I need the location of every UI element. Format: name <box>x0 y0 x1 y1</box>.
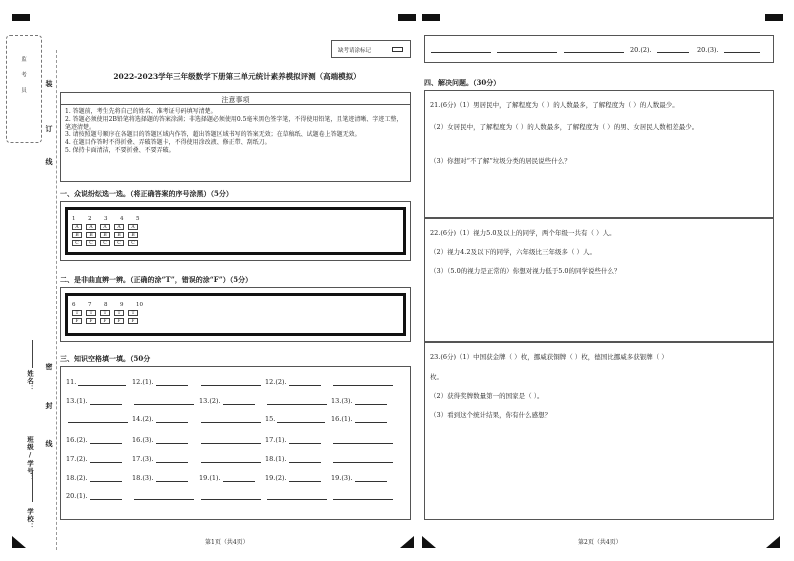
binding-char-ding: 订 <box>45 125 54 134</box>
answer-cell <box>199 455 261 463</box>
answer-blank[interactable] <box>289 437 321 444</box>
notice-box <box>60 92 411 182</box>
answer-blank[interactable] <box>497 45 557 53</box>
binding-char-feng: 封 <box>45 402 54 411</box>
answer-cell <box>199 378 261 386</box>
answer-blank[interactable] <box>355 416 387 423</box>
answer-cell <box>66 492 122 500</box>
question-number: 2 <box>88 216 92 222</box>
q22-line: （3）（5.0的视力是正常的）你想对视力低于5.0的同学说些什么？ <box>430 267 621 275</box>
question-number: 3 <box>104 216 108 222</box>
answer-blank[interactable] <box>78 379 126 386</box>
answer-label-20-3: 20.(3). <box>697 46 719 54</box>
answer-cell-label: 16.(3). <box>132 436 154 444</box>
answer-cell-label: 18.(3). <box>132 474 154 482</box>
q21-line: 21.(6分)（1）男居民中，了解程度为（ ）的人数最多，了解程度为（ ）的人数最少。 <box>430 101 679 109</box>
answer-blank[interactable] <box>267 493 327 500</box>
answer-cell <box>132 378 188 386</box>
option-bubble-b[interactable]: B <box>72 232 82 238</box>
answer-blank[interactable] <box>289 379 321 386</box>
notice-item: 3. 请按照题号顺序在各题目的答题区域内作答，超出答题区域书写的答案无效；在草稿纸、试题卷上答题无效。 <box>65 131 361 139</box>
answer-cell-label: 12.(1). <box>132 378 154 386</box>
answer-cell <box>66 474 122 482</box>
option-bubble-a[interactable]: A <box>86 224 96 230</box>
notice-item: 2. 答题必须使用2B铅笔将选择题的答案涂满；非选择题必须使用0.5毫米黑色签字笔，不得使用铅笔，且笔迹清晰、字迹工整，笔迹清楚。 <box>65 115 403 131</box>
answer-blank[interactable] <box>134 398 194 405</box>
answer-blank[interactable] <box>223 398 255 405</box>
answer-blank[interactable] <box>201 379 261 386</box>
answer-cell <box>132 436 188 444</box>
answer-cell-label: 19.(3). <box>331 474 353 482</box>
page2-top-box <box>424 35 774 63</box>
binding-char-zhuang: 装 <box>45 80 54 89</box>
answer-blank[interactable] <box>657 45 689 53</box>
answer-cell <box>66 415 128 423</box>
answer-cell <box>331 474 387 482</box>
answer-blank[interactable] <box>201 456 261 463</box>
registration-mark-top-center-right <box>422 14 440 21</box>
answer-blank[interactable] <box>333 493 393 500</box>
option-bubble-c[interactable]: C <box>86 240 96 246</box>
registration-triangle-bottom-center-left <box>400 536 414 548</box>
answer-cell <box>331 492 393 500</box>
answer-blank[interactable] <box>277 416 325 423</box>
notice-item: 1. 答题前，考生先将自己的姓名、准考证号码填写清楚。 <box>65 108 217 115</box>
option-bubble-a[interactable]: A <box>72 224 82 230</box>
q22-line: 22.(6分)（1）视力5.0及以上的同学，两个年级一共有（ ）人。 <box>430 229 616 237</box>
q23-box <box>424 342 774 520</box>
option-bubble-t[interactable]: T <box>72 310 82 316</box>
section2-box <box>60 287 411 342</box>
section1-box <box>60 201 411 261</box>
answer-blank[interactable] <box>267 398 327 405</box>
question-number: 5 <box>136 216 140 222</box>
registration-mark-top-left <box>12 14 30 21</box>
answer-cell-label: 17.(2). <box>66 455 88 463</box>
registration-triangle-bottom-left <box>12 536 26 548</box>
answer-blank[interactable] <box>289 456 321 463</box>
option-bubble-f[interactable]: F <box>86 318 96 324</box>
q23-line: （2）获得奖牌数量第一的国家是（ ）。 <box>430 392 544 400</box>
answer-blank[interactable] <box>90 398 122 405</box>
answer-cell <box>265 474 321 482</box>
answer-cell <box>265 415 325 423</box>
section1-heading: 一、众说纷纭选一选。（将正确答案的序号涂黑）（5分） <box>60 189 233 198</box>
question-number: 6 <box>72 302 76 308</box>
option-bubble-f[interactable]: F <box>114 318 124 324</box>
answer-blank[interactable] <box>90 475 122 482</box>
answer-blank[interactable] <box>156 475 188 482</box>
answer-blank[interactable] <box>431 45 491 53</box>
answer-blank[interactable] <box>90 493 122 500</box>
registration-mark-top-right <box>765 14 783 21</box>
answer-cell <box>132 474 188 482</box>
question-number: 7 <box>88 302 92 308</box>
option-bubble-c[interactable]: C <box>114 240 124 246</box>
answer-cell-label: 13.(3). <box>331 397 353 405</box>
section2-heading: 二、是非曲直辨一辨。（正确的涂“T”，错误的涂“F”）（5分） <box>60 275 253 284</box>
answer-cell <box>132 492 194 500</box>
notice-item: 4. 在题目作答时不得折叠、弄破答题卡，不得使用涂改液、修正带、刮纸刀。 <box>65 139 271 147</box>
answer-blank[interactable] <box>289 475 321 482</box>
answer-cell <box>132 455 188 463</box>
absent-mark-box <box>331 40 411 58</box>
answer-blank[interactable] <box>333 437 393 444</box>
option-bubble-t[interactable]: T <box>114 310 124 316</box>
q21-line: （2）女居民中，了解程度为（ ）的人数最多，了解程度为（ ）的男、女居民人数相差最少。 <box>430 123 699 131</box>
option-bubble-f[interactable]: F <box>72 318 82 324</box>
option-bubble-c[interactable]: C <box>128 240 138 246</box>
answer-cell <box>265 492 327 500</box>
binding-char-xian2: 线 <box>45 440 54 449</box>
binding-char-xian: 线 <box>45 158 54 167</box>
answer-blank[interactable] <box>201 437 261 444</box>
section2-answer-frame <box>65 293 406 336</box>
answer-blank[interactable] <box>68 416 128 423</box>
answer-blank[interactable] <box>201 416 261 423</box>
option-bubble-t[interactable]: T <box>100 310 110 316</box>
answer-blank[interactable] <box>90 437 122 444</box>
q22-line: （2）视力4.2及以下的同学，六年级比三年级多（ ）人。 <box>430 248 597 256</box>
binding-line <box>56 50 57 550</box>
answer-cell <box>199 397 255 405</box>
answer-cell <box>331 397 387 405</box>
absent-mark-label: 缺考请涂标记 <box>338 48 372 54</box>
q23-line: 23.(6分)（1）中国获金牌（ ）枚，挪威获铜牌（ ）枚，德国比挪威多获银牌（ ） <box>430 353 668 361</box>
question-number: 1 <box>72 216 76 222</box>
registration-triangle-bottom-right <box>766 536 780 548</box>
question-number: 4 <box>120 216 124 222</box>
option-bubble-c[interactable]: C <box>100 240 110 246</box>
option-bubble-t[interactable]: T <box>86 310 96 316</box>
class-label: 班级/学号： <box>26 436 34 483</box>
answer-blank[interactable] <box>564 45 624 53</box>
exam-title: 2022-2023学年三年级数学下册第三单元统计素养模拟评测（高端模拟） <box>113 72 361 81</box>
answer-cell <box>265 378 321 386</box>
answer-blank[interactable] <box>90 456 122 463</box>
school-label: 学校： <box>26 508 34 531</box>
answer-cell-label: 16.(1). <box>331 415 353 423</box>
answer-cell-label: 12.(2). <box>265 378 287 386</box>
answer-cell-label: 13.(1). <box>66 397 88 405</box>
absent-mark-bubble[interactable] <box>392 47 403 52</box>
answer-blank[interactable] <box>223 475 255 482</box>
option-bubble-a[interactable]: A <box>100 224 110 230</box>
answer-blank[interactable] <box>355 398 387 405</box>
option-bubble-f[interactable]: F <box>100 318 110 324</box>
q21-line: （3）你想对“不了解”垃圾分类的居民说些什么？ <box>430 157 571 165</box>
section2-number-row <box>72 302 152 308</box>
answer-cell-label: 20.(1). <box>66 492 88 500</box>
answer-cell <box>199 474 255 482</box>
option-bubble-b[interactable]: B <box>128 232 138 238</box>
name-label: 姓名： <box>26 370 34 393</box>
answer-cell-label: 15. <box>265 415 276 423</box>
answer-blank[interactable] <box>156 416 188 423</box>
answer-blank[interactable] <box>201 493 261 500</box>
answer-cell <box>66 397 122 405</box>
answer-cell-label: 16.(2). <box>66 436 88 444</box>
answer-cell <box>331 455 393 463</box>
answer-cell <box>66 436 122 444</box>
section4-heading: 四、解决问题。（30分） <box>424 78 501 87</box>
answer-cell <box>331 378 393 386</box>
section3-heading: 三、知识空格填一填。（50分 <box>60 354 151 363</box>
option-bubble-b[interactable]: B <box>100 232 110 238</box>
answer-blank[interactable] <box>355 475 387 482</box>
answer-cell <box>199 436 261 444</box>
answer-cell-label: 19.(2). <box>265 474 287 482</box>
answer-cell <box>265 397 327 405</box>
answer-cell <box>132 397 194 405</box>
seal-box <box>6 35 42 143</box>
page2-footer: 第2页（共4页） <box>578 539 622 546</box>
answer-cell <box>132 415 188 423</box>
answer-blank[interactable] <box>156 437 188 444</box>
answer-label-20-2: 20.(2). <box>630 46 652 54</box>
answer-cell-label: 19.(1). <box>199 474 221 482</box>
answer-blank[interactable] <box>156 379 188 386</box>
answer-cell-label: 18.(2). <box>66 474 88 482</box>
option-bubble-b[interactable]: B <box>114 232 124 238</box>
answer-blank[interactable] <box>724 45 760 53</box>
answer-cell-label: 18.(1). <box>265 455 287 463</box>
registration-triangle-bottom-center-right <box>422 536 436 548</box>
question-number: 8 <box>104 302 108 308</box>
answer-cell <box>331 415 387 423</box>
class-field[interactable] <box>32 470 33 502</box>
q23-line: （3）看到这个统计结果，你有什么感想？ <box>430 411 552 419</box>
answer-cell <box>66 455 122 463</box>
q23-line: 枚。 <box>430 373 443 381</box>
option-bubble-a[interactable]: A <box>114 224 124 230</box>
notice-title: 注意事项 <box>61 93 410 105</box>
option-bubble-t[interactable]: T <box>128 310 138 316</box>
page1-footer: 第1页（共4页） <box>205 539 249 546</box>
question-number: 9 <box>120 302 124 308</box>
answer-cell-label: 14.(2). <box>132 415 154 423</box>
option-bubble-c[interactable]: C <box>72 240 82 246</box>
question-number: 10 <box>136 302 143 308</box>
answer-blank[interactable] <box>333 379 393 386</box>
answer-cell-label: 17.(1). <box>265 436 287 444</box>
answer-cell <box>265 436 321 444</box>
binding-char-mi: 密 <box>45 363 54 372</box>
section1-number-row <box>72 216 152 222</box>
answer-cell <box>66 378 126 386</box>
registration-mark-top-center-left <box>398 14 416 21</box>
answer-cell <box>265 455 321 463</box>
notice-item: 5. 保持卡面清洁，不要折叠、不要弄破。 <box>65 146 175 154</box>
option-bubble-f[interactable]: F <box>128 318 138 324</box>
answer-cell-label: 17.(3). <box>132 455 154 463</box>
answer-cell-label: 13.(2). <box>199 397 221 405</box>
answer-cell <box>199 415 261 423</box>
section1-answer-frame <box>65 207 406 255</box>
answer-cell <box>331 436 393 444</box>
answer-cell <box>199 492 261 500</box>
answer-blank[interactable] <box>156 456 188 463</box>
answer-blank[interactable] <box>134 493 194 500</box>
answer-cell-label: 11. <box>66 378 77 386</box>
option-bubble-b[interactable]: B <box>86 232 96 238</box>
answer-blank[interactable] <box>333 456 393 463</box>
name-field[interactable] <box>32 340 33 368</box>
seal-box-label: 监 考 员 <box>20 56 26 95</box>
option-bubble-a[interactable]: A <box>128 224 138 230</box>
